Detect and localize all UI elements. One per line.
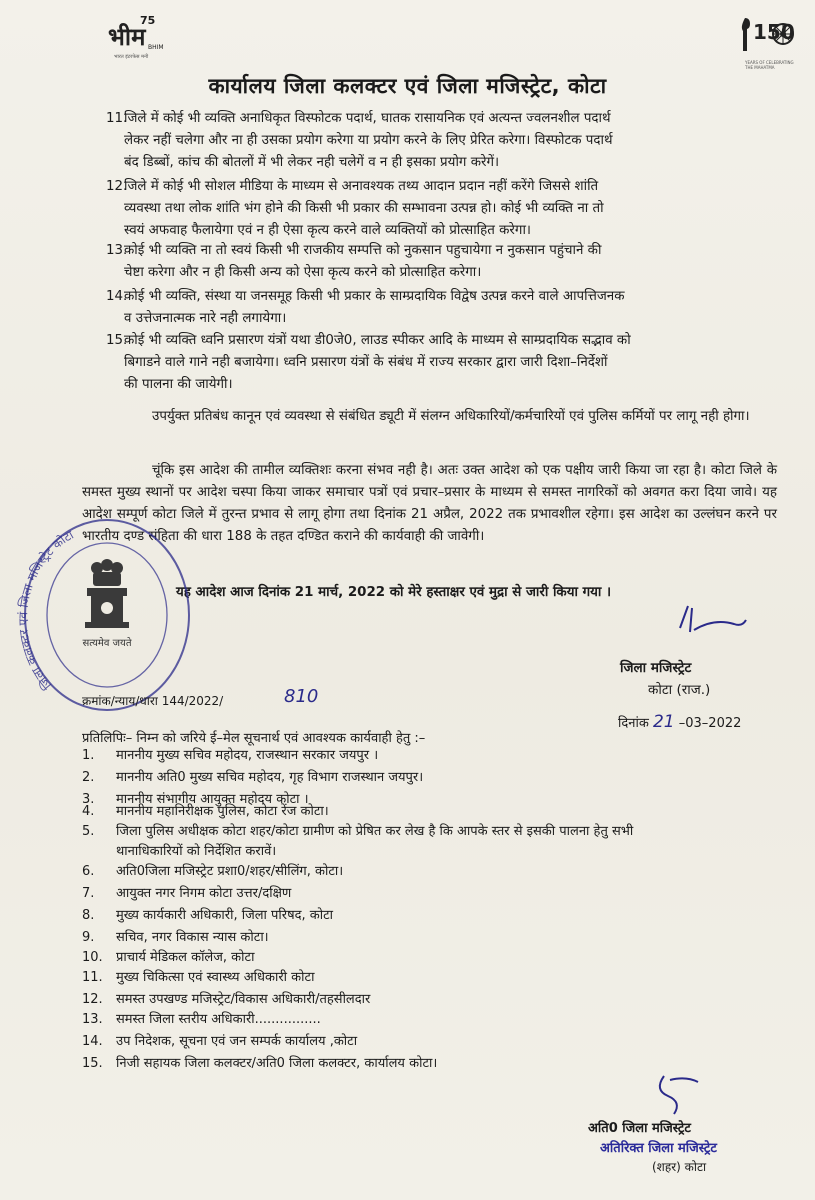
bhim-logo-en: BHIM xyxy=(148,44,164,51)
bhim-logo-script: भीम xyxy=(108,23,146,51)
order-item: 12. जिले में कोई भी सोशल मीडिया के माध्यम से अनावश्यक तथ्य आदान प्रदान नहीं करेंगे जिससे शांति व्यवस्था तथा लोक शांति भंग होने की किसी भी प्रकार की सम्भावना उत्पन्न हो। कोई भी व्यक्ति ना तो स्वयं अफवाह फैलायेगा एवं न ही ऐसा कृत्य करने वाले व्यक्तियों को प्रोत्साहित करेगा। xyxy=(106,179,604,238)
list-item: 14. उप निदेशक, सूचना एवं जन सम्पर्क कार्यालय ,कोटा xyxy=(82,1034,358,1049)
official-seal-icon xyxy=(12,510,192,715)
list-item: 1. माननीय मुख्य सचिव महोदय, राजस्थान सरकार जयपुर । xyxy=(82,748,379,763)
issue-date: दिनांक 21 –03–2022 xyxy=(618,712,742,732)
list-item: 8. मुख्य कार्यकारी अधिकारी, जिला परिषद, कोटा xyxy=(82,908,334,923)
final-signatory-place: (शहर) कोटा xyxy=(652,1160,707,1174)
list-item: 9. सचिव, नगर विकास न्यास कोटा। xyxy=(82,930,269,945)
final-signatory-stamp: अतिरिक्त जिला मजिस्ट्रेट xyxy=(600,1141,717,1156)
list-item: 10. प्राचार्य मेडिकल कॉलेज, कोटा xyxy=(82,950,255,965)
logo-150-sub: YEARS OF CELEBRATING THE MAHATMA xyxy=(745,60,794,70)
order-item: 15. कोई भी व्यक्ति ध्वनि प्रसारण यंत्रों यथा डी0जे0, लाउड स्पीकर आदि के माध्यम से साम्प्रदायिक सद्भाव को बिगाडने वाले गाने नही बजायेगा। ध्वनि प्रसारण यंत्रों के संबंध में राज्य सरकार द्वारा जारी दिशा–निर्देशों की पालना की जायेगी। xyxy=(106,333,631,392)
seal-motto: सत्यमेव जयते xyxy=(82,638,132,649)
final-signature-scribble-icon xyxy=(646,1068,706,1118)
final-signatory-title: अति0 जिला मजिस्ट्रेट xyxy=(588,1121,691,1136)
bhim-logo-sub: भारत इंटरफेस मनी xyxy=(114,54,149,60)
reference-number: क्रमांक/न्याय/धारा 144/2022/ 810 xyxy=(82,686,319,708)
list-item: 5. जिला पुलिस अधीक्षक कोटा शहर/कोटा ग्रामीण को प्रेषित कर लेख है कि आपके स्तर से इसकी पालना हेतु सभी थानाधिकारियों को निर्देशित करावें। xyxy=(82,824,634,859)
list-item: 3. माननीय संभागीय आयुक्त महोदय कोटा । xyxy=(82,792,309,807)
handwritten-number: 810 xyxy=(284,686,319,707)
bhim-logo xyxy=(104,12,174,66)
order-item: 14. कोई भी व्यक्ति, संस्था या जनसमूह किसी भी प्रकार के साम्प्रदायिक विद्वेष उत्पन्न करने वाले आपत्तिजनक व उत्तेजनात्मक नारे नही लगायेगा। xyxy=(106,289,625,326)
list-item: 6. अति0जिला मजिस्ट्रेट प्रशा0/शहर/सीलिंग, कोटा। xyxy=(82,864,344,879)
bhim-logo-number: 75 xyxy=(140,14,156,27)
order-item: 11. जिले में कोई भी व्यक्ति अनाधिकृत विस्फोटक पदार्थ, घातक रासायनिक एवं अत्यन्त ज्वलनशील पदार्थ लेकर नहीं चलेगा और ना ही उसका प्रयोग करेगा या प्रयोग करने के लिए प्रेरित करेगा। विस्फोटक पदार्थ बंद डिब्बों, कांच की बोतलों में भी लेकर नही चलेगें व न ही इसका प्रयोग करेगें। xyxy=(106,111,613,170)
exemption-paragraph: उपर्युक्त प्रतिबंध कानून एवं व्यवस्था से संबंधित ड्यूटी में संलग्न अधिकारियों/कर्मचारियों एवं पुलिस कर्मियों पर लागू नही होगा। xyxy=(152,409,750,424)
logo-150-number: 150 xyxy=(753,20,795,44)
issue-line: यह आदेश आज दिनांक 21 मार्च, 2022 को मेरे हस्ताक्षर एवं मुद्रा से जारी किया गया । xyxy=(176,585,612,600)
list-item: 12. समस्त उपखण्ड मजिस्ट्रेट/विकास अधिकारी/तहसीलदार xyxy=(82,992,371,1007)
list-item: 11. मुख्य चिकित्सा एवं स्वास्थ्य अधिकारी कोटा xyxy=(82,970,315,985)
list-item: 4. माननीय महानिरीक्षक पुलिस, कोटा रेंज कोटा। xyxy=(82,804,329,819)
gandhi-150-logo xyxy=(735,14,795,72)
list-item: 7. आयुक्त नगर निगम कोटा उत्तर/दक्षिण xyxy=(82,886,292,901)
seal-text: जिला कलक्टर एवं जिला मजिस्ट्रेट कोटा xyxy=(15,527,76,693)
signature-scribble-icon xyxy=(670,598,750,642)
copy-to-heading: प्रतिलिपिः– निम्न को जरिये ई–मेल सूचनार्थ एवं आवश्यक कार्यवाही हेतु :– xyxy=(82,731,426,746)
list-item: 13. समस्त जिला स्तरीय अधिकारी................ xyxy=(82,1012,321,1027)
list-item: 2. माननीय अति0 मुख्य सचिव महोदय, गृह विभाग राजस्थान जयपुर। xyxy=(82,770,424,785)
order-paragraph: चूंकि इस आदेश की तामील व्यक्तिशः करना संभव नही है। अतः उक्त आदेश को एक पक्षीय जारी किया जा रहा है। कोटा जिले के समस्त मुख्य स्थानों पर आदेश चस्पा किया जाकर समाचार पत्रों एवं प्रचार–प्रसार के माध्यम से समस्त नागरिकों को अवगत करा दिया जावे। यह आदेश सम्पूर्ण कोटा जिले में तुरन्त प्रभाव से लागू होगा तथा दिनांक 21 अप्रैल, 2022 तक प्रभावशील रहेगा। इस आदेश का उल्लंघन करने पर भारतीय दण्ड संहिता की धारा 188 के तहत दण्डित कराने की कार्यवाही की जावेगी। xyxy=(82,463,777,544)
list-item: 15. निजी सहायक जिला कलक्टर/अति0 जिला कलक्टर, कार्यालय कोटा। xyxy=(82,1056,438,1071)
order-item: 13. कोई भी व्यक्ति ना तो स्वयं किसी भी राजकीय सम्पत्ति को नुकसान पहुचायेगा न नुकसान पहुंचाने की चेष्टा करेगा और न ही किसी अन्य को ऐसा कृत्य करने को प्रोत्साहित करेगा। xyxy=(106,243,602,280)
signatory-title: जिला मजिस्ट्रेट xyxy=(620,660,692,676)
office-title: कार्यालय जिला कलक्टर एवं जिला मजिस्ट्रेट, कोटा xyxy=(208,74,607,98)
signatory-place: कोटा (राज.) xyxy=(648,682,711,698)
